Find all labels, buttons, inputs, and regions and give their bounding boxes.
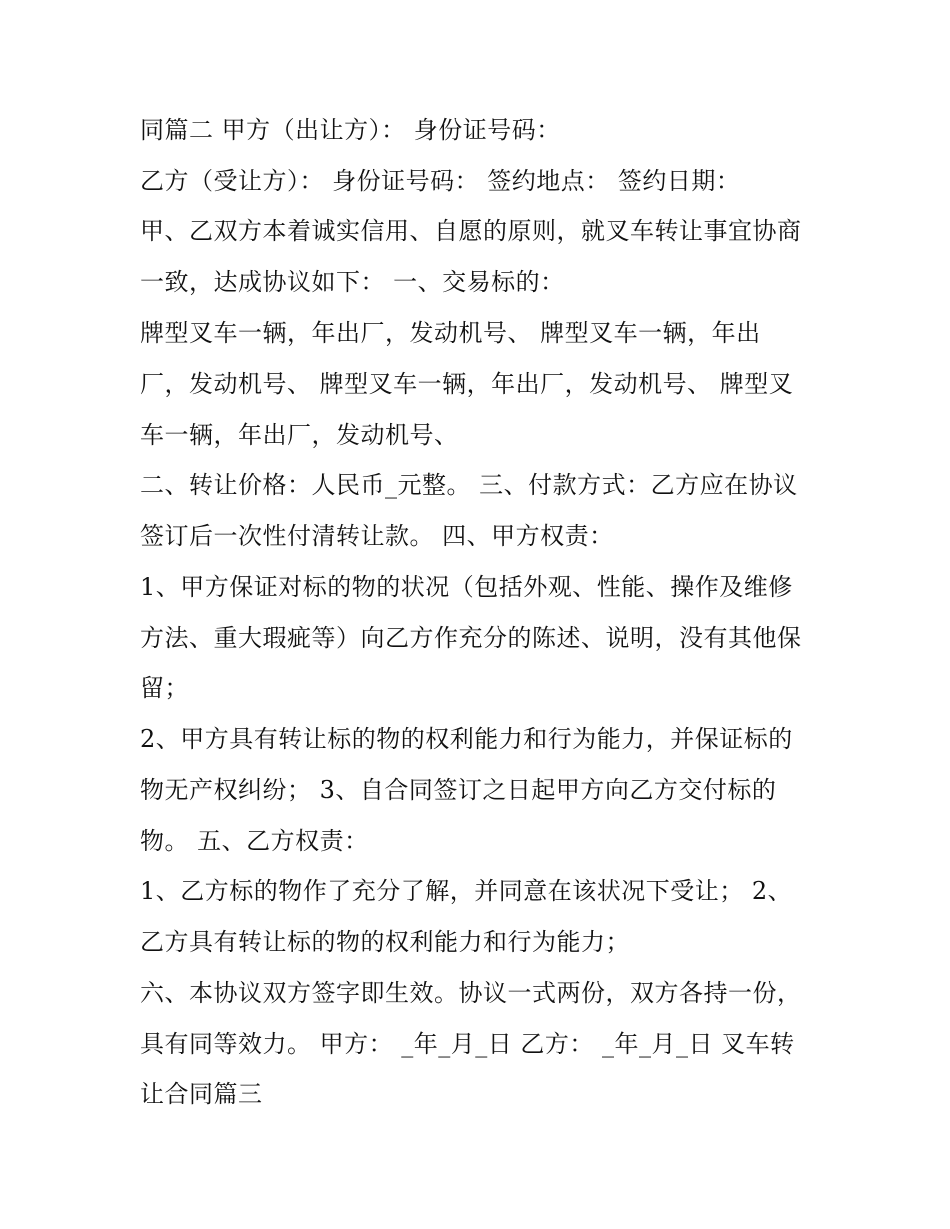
text-line: 签订后一次性付清转让款。 四、甲方权责： [140,522,614,550]
text-line: 牌型叉车一辆，年出厂，发动机号、 牌型叉车一辆，年出 [140,319,761,347]
text-line: 1、甲方保证对标的物的状况（包括外观、性能、操作及维修 [140,573,793,601]
text-line: 让合同篇三 [140,1080,263,1108]
text-line: 车一辆，年出厂，发动机号、 [140,421,459,449]
text-line: 具有同等效力。 甲方： _年_月_日 乙方： _年_月_日 叉车转 [140,1030,795,1058]
text-line: 六、本协议双方签字即生效。协议一式两份，双方各持一份， [140,979,802,1007]
text-line: 厂，发动机号、 牌型叉车一辆，年出厂，发动机号、 牌型叉 [140,370,794,398]
text-line: 物。 五、乙方权责： [140,827,369,855]
text-line: 同篇二 甲方（出让方）： 身份证号码： [140,116,561,144]
text-line: 1、乙方标的物作了充分了解，并同意在该状况下受让； 2、 [140,877,793,905]
text-line: 乙方具有转让标的物的权利能力和行为能力； [140,928,630,956]
text-line: 留； [140,674,189,702]
text-line: 二、转让价格：人民币_元整。 三、付款方式：乙方应在协议 [140,471,798,499]
text-line: 甲、乙双方本着诚实信用、自愿的原则，就叉车转让事宜协商 [140,217,802,245]
text-line: 2、甲方具有转让标的物的权利能力和行为能力，并保证标的 [140,725,793,753]
text-line: 物无产权纠纷； 3、自合同签订之日起甲方向乙方交付标的 [140,776,777,804]
text-line: 乙方（受让方）： 身份证号码： 签约地点： 签约日期： [140,167,741,195]
text-line: 方法、重大瑕疵等）向乙方作充分的陈述、说明，没有其他保 [140,624,802,652]
text-line: 一致，达成协议如下： 一、交易标的： [140,268,565,296]
